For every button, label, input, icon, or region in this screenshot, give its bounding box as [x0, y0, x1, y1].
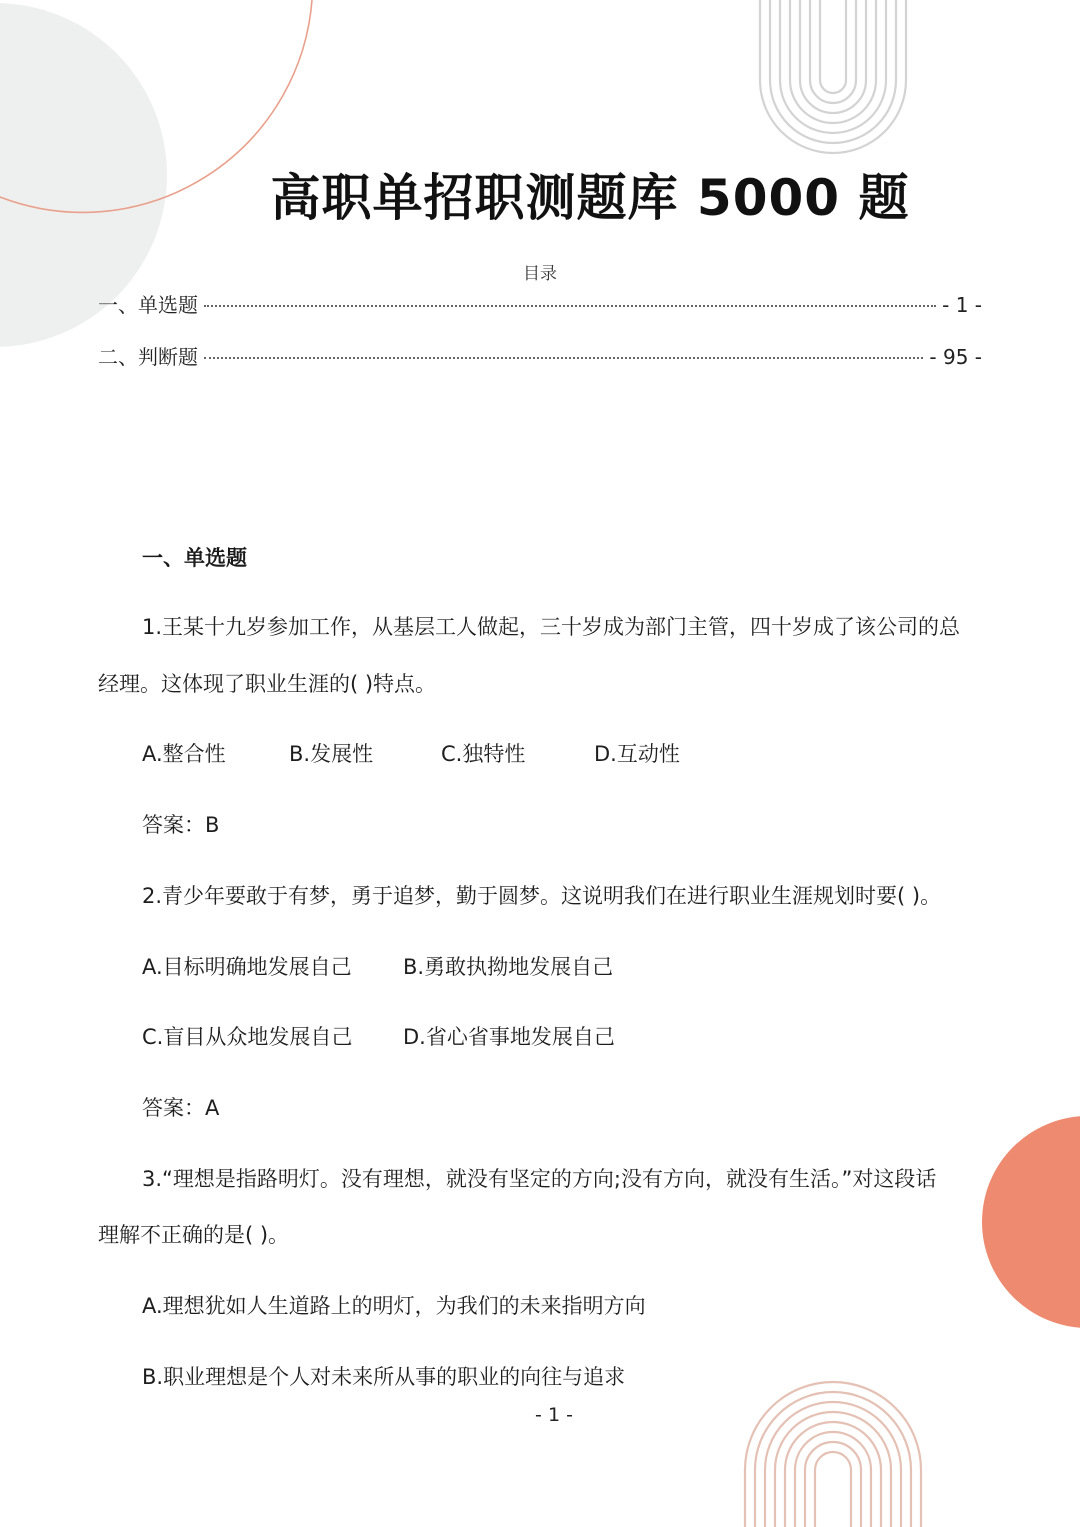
toc-entry-single-choice[interactable] — [98, 289, 982, 318]
question-2-option-a: A.目标明确地发展自己 — [142, 955, 352, 979]
question-3-stem-line1: 3.“理想是指路明灯。没有理想，就没有坚定的方向;没有方向，就没有生活。”对这段话 — [142, 1167, 937, 1191]
question-3-option-b: B.职业理想是个人对未来所从事的职业的向往与追求 — [142, 1365, 626, 1389]
page-number: - 1 - — [535, 1404, 573, 1426]
toc-dot-leader — [204, 305, 936, 307]
coral-circle-decoration — [982, 1116, 1080, 1328]
question-2-answer: 答案：A — [142, 1096, 220, 1120]
question-1-option-a: A.整合性 — [142, 742, 226, 766]
toc-entry-label: 二、判断题 — [98, 345, 198, 369]
top-arch-lines-decoration — [760, 0, 906, 153]
document-title: 高职单招职测题库 5000 题 — [270, 169, 910, 227]
toc-heading: 目录 — [523, 264, 557, 284]
toc-entry-true-false[interactable] — [98, 341, 982, 370]
toc-entry-page: - 95 - — [929, 345, 982, 369]
question-3-stem-line2: 理解不正确的是( )。 — [98, 1223, 290, 1247]
question-1-option-d: D.互动性 — [594, 742, 680, 766]
question-2-option-c: C.盲目从众地发展自己 — [142, 1025, 353, 1049]
toc-entry-page: - 1 - — [942, 293, 982, 317]
question-1-stem-line2: 经理。这体现了职业生涯的( )特点。 — [98, 672, 437, 696]
question-2-option-b: B.勇敢执拗地发展自己 — [403, 955, 614, 979]
toc-entry-label: 一、单选题 — [98, 293, 198, 317]
question-3-option-a: A.理想犹如人生道路上的明灯，为我们的未来指明方向 — [142, 1294, 646, 1318]
question-1-option-c: C.独特性 — [441, 742, 526, 766]
section-title: 一、单选题 — [142, 546, 247, 570]
question-1-answer: 答案：B — [142, 813, 220, 837]
question-2-option-d: D.省心省事地发展自己 — [403, 1025, 615, 1049]
question-1-option-b: B.发展性 — [289, 742, 374, 766]
question-2-stem-line1: 2.青少年要敢于有梦，勇于追梦，勤于圆梦。这说明我们在进行职业生涯规划时要( )。 — [142, 884, 942, 908]
toc-dot-leader — [204, 357, 923, 359]
question-1-stem-line1: 1.王某十九岁参加工作，从基层工人做起，三十岁成为部门主管，四十岁成了该公司的总 — [142, 615, 961, 639]
